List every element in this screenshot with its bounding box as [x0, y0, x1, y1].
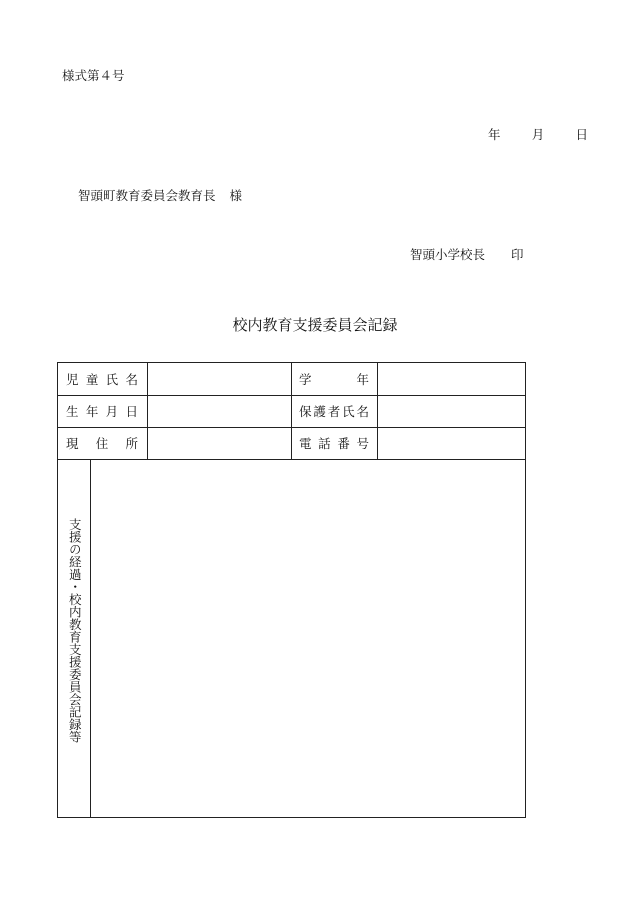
form-number: 様式第４号 — [62, 68, 125, 83]
phone-number-field[interactable] — [378, 428, 525, 459]
addressee — [78, 186, 242, 204]
document-title: 校内教育支援委員会記録 — [232, 316, 398, 334]
sender-name: 智頭小学校長 — [410, 247, 486, 262]
seal-mark: 印 — [511, 247, 524, 262]
addressee-name: 智頭町教育委員会教育長 — [78, 188, 216, 203]
grade-field[interactable] — [378, 364, 525, 395]
student-name-field[interactable] — [148, 364, 290, 395]
date-month-label: 月 — [531, 127, 545, 142]
date-day-label: 日 — [575, 127, 588, 142]
sender — [410, 245, 524, 263]
birth-date-label: 生 年 月 日 — [66, 404, 138, 419]
notes-field[interactable] — [91, 460, 525, 818]
table-column-divider — [291, 363, 292, 459]
student-name-label: 児 童 氏 名 — [66, 372, 138, 387]
guardian-name-field[interactable] — [378, 396, 525, 427]
grade-label: 学 年 — [299, 372, 369, 387]
address-field[interactable] — [148, 428, 290, 459]
address-label: 現 住 所 — [66, 436, 138, 451]
phone-number-label: 電 話 番 号 — [299, 436, 369, 451]
guardian-name-label: 保 護 者 氏 名 — [299, 404, 369, 419]
date-line — [488, 125, 588, 143]
notes-label-text: 支援の経過・校内教育支援委員会記録等 — [67, 518, 83, 743]
notes-label — [58, 460, 90, 818]
date-year-label: 年 — [488, 127, 501, 142]
birth-date-field[interactable] — [148, 396, 290, 427]
addressee-honorific: 様 — [229, 188, 243, 203]
record-table — [57, 362, 526, 818]
